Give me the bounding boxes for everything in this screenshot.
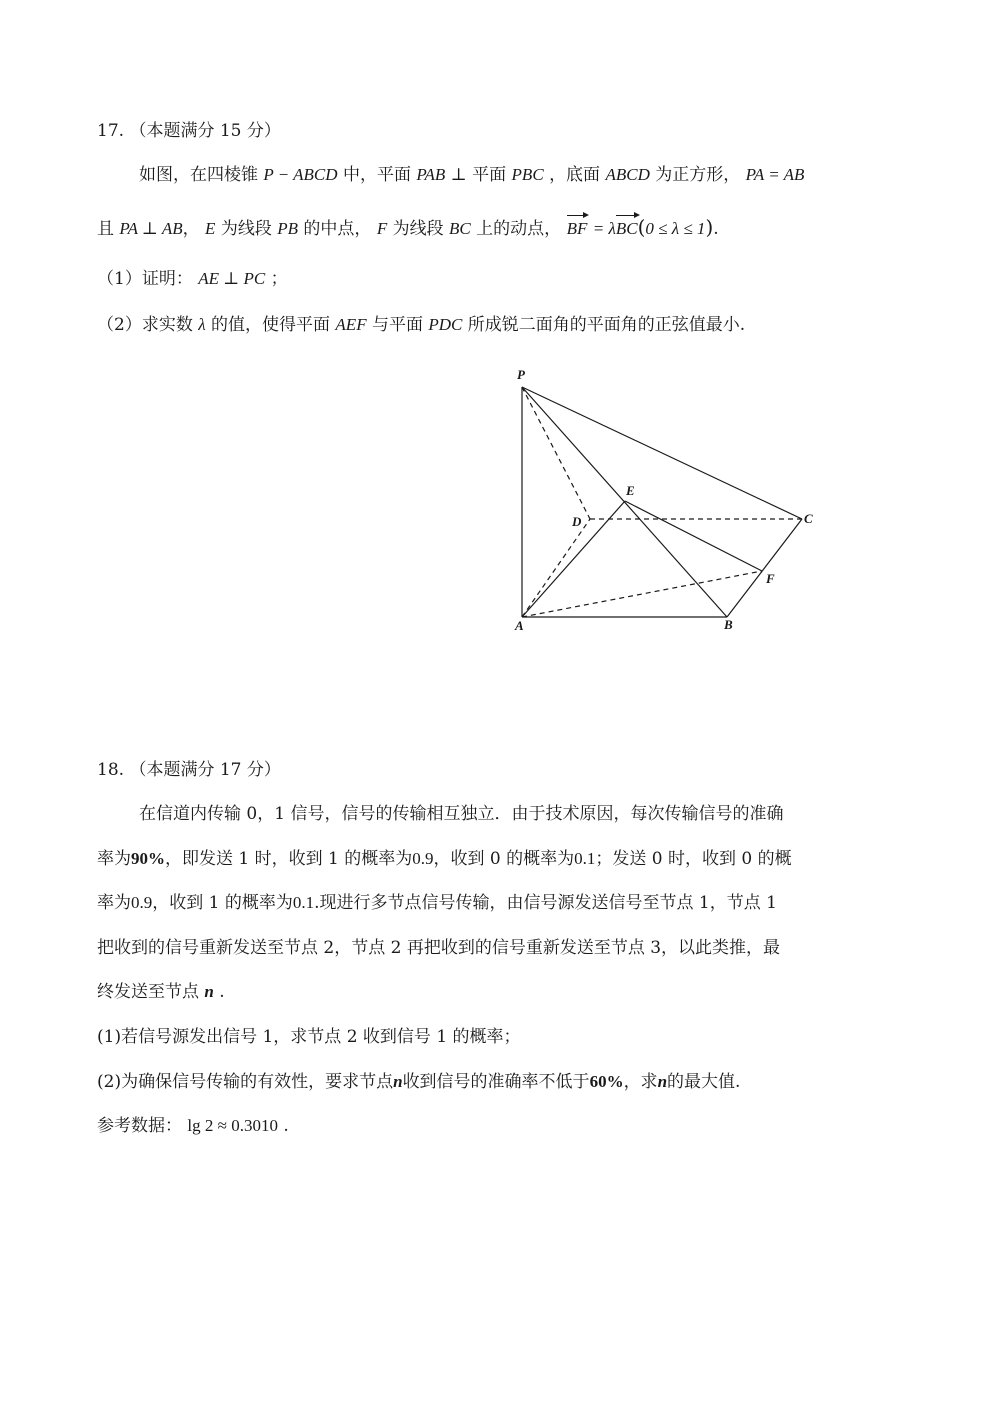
q18-text: ；发送 0 时，收到 0 的概: [595, 849, 792, 869]
q18-text: 终发送至节点: [97, 982, 199, 1002]
q17-text: ，: [182, 219, 200, 239]
q18-text: ，求: [623, 1072, 658, 1092]
q18-var-n: n: [657, 1072, 668, 1091]
q17-eq-lambda: = λ: [592, 219, 616, 238]
edge-pc: [522, 387, 802, 519]
q17-part1-label: （1）证明：: [97, 269, 193, 289]
q17-text: ；: [270, 269, 288, 289]
q18-prob-09: 0.9: [412, 849, 434, 868]
label-p: P: [517, 367, 525, 382]
q17-part2-lambda: λ: [198, 315, 206, 334]
q18-text: .现进行多节点信号传输，由信号源发送信号至节点 1，节点 1: [314, 893, 777, 913]
label-b: B: [724, 617, 733, 632]
q18-var-n: n: [393, 1072, 403, 1091]
q18-line1: 在信道内传输 0，1 信号，信号的传输相互独立．由于技术原因，每次传输信号的准确: [139, 804, 784, 824]
q17-intro-line2: [97, 216, 719, 240]
q17-vector-bc: BC: [615, 219, 638, 238]
edge-pd: [522, 387, 590, 519]
q17-plane-pbc: PBC: [511, 165, 544, 184]
q18-accuracy-90: 90%: [131, 849, 165, 868]
label-c: C: [804, 511, 813, 526]
q18-text: ，收到 0 的概率为: [433, 849, 575, 869]
q17-plane-pab: PAB: [416, 165, 446, 184]
q18-prob-09: 0.9: [131, 893, 153, 912]
q18-reference-lg2: lg 2 ≈ 0.3010: [187, 1116, 278, 1135]
q18-accuracy-60: 60%: [589, 1072, 624, 1091]
q17-text: 平面: [472, 165, 507, 185]
q18-part1: (1)若信号源发出信号 1，求节点 2 收到信号 1 的概率；: [97, 1027, 521, 1047]
q17-text: 为线段: [392, 219, 444, 239]
edge-ad: [522, 519, 590, 617]
q17-intro-line1: [139, 164, 804, 186]
q17-part2-plane-aef: AEF: [335, 315, 367, 334]
q18-line3: [97, 892, 777, 914]
q17-text: 且: [97, 219, 114, 239]
q17-part1: [97, 268, 288, 290]
q17-text: 的中点，: [303, 219, 372, 239]
q17-part2-label: （2）求实数: [97, 315, 193, 335]
q18-text: ，收到 1 的概率为: [152, 893, 293, 913]
q17-text: ，底面: [549, 165, 601, 185]
q18-var-n: n: [204, 982, 214, 1001]
edge-bc: [727, 519, 802, 617]
q18-header: 18. （本题满分 17 分）: [97, 760, 281, 780]
q17-point-f: F: [376, 219, 388, 238]
q17-part2-plane-pdc: PDC: [428, 315, 463, 334]
q17-seg-pb: PB: [277, 219, 299, 238]
q17-perp-symbol: ⊥: [450, 165, 467, 185]
pyramid-figure: [505, 365, 825, 635]
q17-base: ABCD: [605, 165, 650, 184]
label-f: F: [766, 571, 775, 586]
q17-point-e: E: [205, 219, 216, 238]
q17-cond-perp: PA ⊥ AB: [119, 219, 183, 238]
label-a: A: [515, 618, 524, 633]
q17-text: 为线段: [220, 219, 272, 239]
q18-line5: [97, 981, 225, 1003]
q18-text: 率为: [97, 893, 131, 913]
q18-text: (2)为确保信号传输的有效性，要求节点: [97, 1072, 394, 1092]
q18-text: ，即发送 1 时，收到 1 的概率为: [165, 849, 413, 869]
q17-text: 为正方形，: [655, 165, 741, 185]
q18-text: 收到信号的准确率不低于: [402, 1072, 590, 1092]
q17-text: .: [713, 219, 719, 239]
q17-vector-bf: BF: [566, 219, 588, 238]
q17-eq-pa-ab: PA = AB: [745, 165, 805, 184]
q18-text: 率为: [97, 849, 131, 869]
q18-line2: [97, 848, 792, 870]
segment-ef: [625, 501, 762, 571]
q17-text: 的值，使得平面: [211, 315, 331, 335]
q17-pyramid: P − ABCD: [263, 165, 338, 184]
q18-text: .: [219, 982, 225, 1002]
q17-text: 中，平面: [342, 165, 411, 185]
q17-text: 所成锐二面角的平面角的正弦值最小.: [467, 315, 746, 335]
q17-text: 上的动点，: [476, 219, 562, 239]
q17-paren-open: (: [637, 215, 646, 239]
q17-header: 17. （本题满分 15 分）: [97, 121, 281, 141]
q18-reference: [97, 1115, 289, 1137]
q17-part2: [97, 314, 745, 336]
q18-reference-label: 参考数据：: [97, 1116, 182, 1136]
q18-text: 的最大值.: [667, 1072, 741, 1092]
q17-part1-expr: AE ⊥ PC: [198, 269, 266, 288]
label-d: D: [572, 514, 582, 529]
q17-paren-close: ): [705, 215, 714, 239]
q18-prob-01: 0.1: [292, 893, 315, 912]
q18-part2: [97, 1071, 740, 1093]
segment-af: [522, 571, 762, 617]
label-e: E: [626, 483, 635, 498]
q17-text: 与平面: [371, 315, 423, 335]
q17-lambda-range: 0 ≤ λ ≤ 1: [645, 219, 706, 238]
q18-prob-01: 0.1: [574, 849, 596, 868]
q18-text: .: [283, 1116, 289, 1136]
q17-seg-bc: BC: [449, 219, 471, 238]
q17-text: 如图，在四棱锥: [139, 165, 258, 185]
q18-line4: 把收到的信号重新发送至节点 2，节点 2 再把收到的信号重新发送至节点 3，以此类推，最: [97, 938, 781, 958]
